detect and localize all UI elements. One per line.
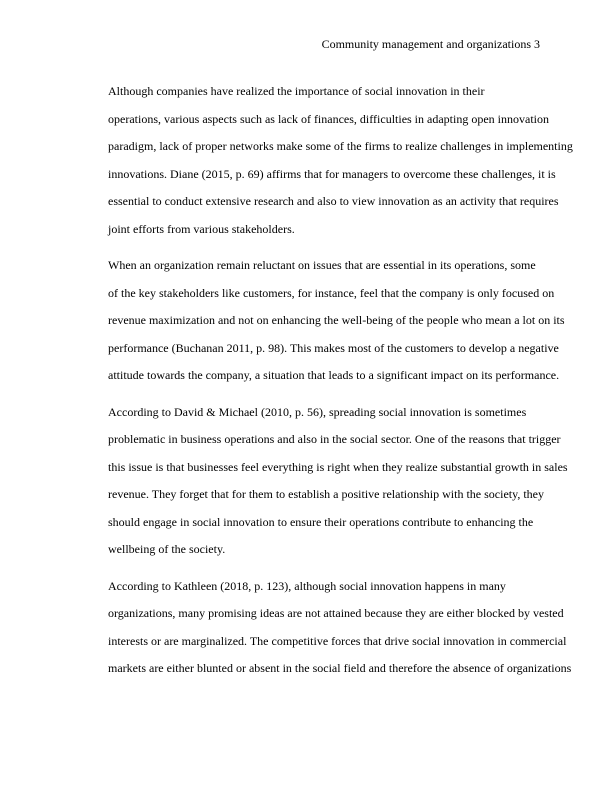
paragraph-promising-ideas bbox=[72, 573, 572, 683]
text-line: According to Kathleen (2018, p. 123), although social innovation happens in many bbox=[108, 578, 506, 593]
running-head-title: Community management and organizations bbox=[321, 37, 531, 51]
text-line: When an organization remain reluctant on issues that are essential in its operations, some bbox=[108, 258, 536, 272]
text-line: revenue. They forget that for them to establish a positive relationship with the society, they bbox=[108, 487, 545, 501]
text-line: revenue maximization and not on enhancing the well-being of the people who mean a lot on its bbox=[108, 313, 565, 327]
paragraph-social-innovation-challenges bbox=[72, 78, 573, 243]
text-line: organizations, many promising ideas are not attained because they are either blocked by vested bbox=[108, 606, 564, 620]
running-head bbox=[322, 36, 540, 52]
text-line: joint efforts from various stakeholders. bbox=[108, 221, 295, 236]
body-text bbox=[72, 78, 573, 692]
text-line: essential to conduct extensive research and also to view innovation as an activity that requires bbox=[108, 194, 559, 208]
text-line: performance (Buchanan 2011, p. 98). This makes most of the customers to develop a negative bbox=[108, 340, 559, 355]
text-line: According to David & Michael (2010, p. 56), spreading social innovation is sometimes bbox=[108, 404, 527, 419]
text-line: Although companies have realized the importance of social innovation in their bbox=[108, 84, 485, 98]
text-line: of the key stakeholders like customers, for instance, feel that the company is only focused on bbox=[108, 285, 555, 300]
text-line: innovations. Diane (2015, p. 69) affirms that for managers to overcome these challenges, it is bbox=[108, 166, 556, 181]
paragraph-spreading-innovation bbox=[72, 399, 568, 564]
page-number: 3 bbox=[534, 37, 540, 51]
text-line: this issue is that businesses feel everything is right when they realize substantial growth in sales bbox=[108, 459, 568, 474]
paragraph-reluctant-organization bbox=[72, 252, 565, 390]
text-line: should engage in social innovation to ensure their operations contribute to enhancing the bbox=[108, 514, 534, 529]
text-line: problematic in business operations and also in the social sector. One of the reasons that trigger bbox=[108, 432, 561, 446]
text-line: operations, various aspects such as lack of finances, difficulties in adapting open innovation bbox=[108, 111, 549, 126]
text-line: attitude towards the company, a situation that leads to a significant impact on its performance. bbox=[108, 368, 560, 382]
text-line: markets are either blunted or absent in the social field and therefore the absence of organizations bbox=[108, 661, 572, 675]
text-line: interests or are marginalized. The competitive forces that drive social innovation in commercial bbox=[108, 633, 567, 648]
text-line: paradigm, lack of proper networks make some of the firms to realize challenges in implementing bbox=[108, 139, 573, 153]
text-line: wellbeing of the society. bbox=[108, 542, 226, 556]
